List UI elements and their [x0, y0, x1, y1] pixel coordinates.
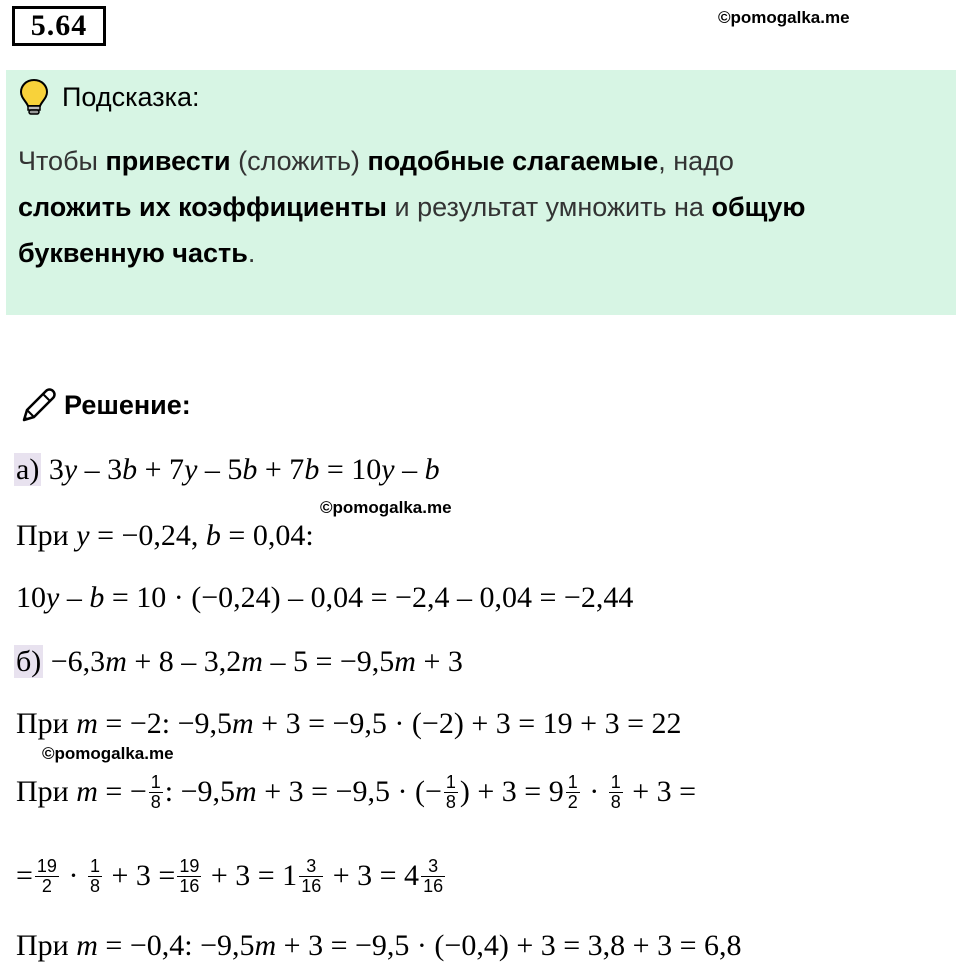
part-a-condition: При y = −0,24, b = 0,04:	[16, 519, 314, 552]
solution-title: Решение:	[64, 390, 191, 420]
fraction-three-sixteenths: $\frac{3}{16}$	[301, 855, 322, 896]
hint-line-1: Чтобы привести (сложить) подобные слагаемые, надо	[18, 146, 734, 176]
pencil-icon	[18, 386, 58, 431]
hint-line-2: сложить их коэффициенты и результат умножить на общую	[18, 192, 806, 222]
part-a-label: а)	[16, 453, 40, 486]
lightbulb-icon	[18, 78, 50, 121]
fraction-three-sixteenths: $\frac{3}{16}$	[423, 855, 444, 896]
watermark-lower: ©pomogalka.me	[42, 744, 174, 763]
part-b-expression: б) −6,3m + 8 – 3,2m – 5 = −9,5m + 3	[16, 645, 463, 678]
hint-title: Подсказка:	[62, 82, 200, 112]
part-b-continuation: = $\frac{19}{2}$ · $\frac{1}{8}$ + 3 = $\frac{19}{16}$ + 3 = 1 $\frac{3}{16}$ + 3 = 4 $\frac{3}{16}$	[16, 855, 444, 896]
part-a-calculation: 10y – b = 10 · (−0,24) – 0,04 = −2,4 – 0,04 = −2,44	[16, 581, 634, 614]
fraction-one-eighth: $\frac{1}{8}$	[610, 771, 621, 812]
part-b-label: б)	[16, 645, 42, 678]
fraction-one-eighth: $\frac{1}{8}$	[150, 771, 161, 812]
task-number: 5.64	[12, 6, 106, 46]
watermark-top: ©pomogalka.me	[718, 8, 850, 27]
fraction-nineteen-halves: $\frac{19}{2}$	[36, 855, 57, 896]
part-b-line-m-minus-2: При m = −2: −9,5m + 3 = −9,5 · (−2) + 3 = 19 + 3 = 22	[16, 707, 682, 740]
part-b-line-m-minus-0-4: При m = −0,4: −9,5m + 3 = −9,5 · (−0,4) + 3 = 3,8 + 3 = 6,8	[16, 929, 742, 962]
fraction-one-eighth: $\frac{1}{8}$	[445, 771, 456, 812]
fraction-nineteen-sixteenths: $\frac{19}{16}$	[179, 855, 200, 896]
fraction-one-half: $\frac{1}{2}$	[567, 771, 578, 812]
part-b-line-m-minus-one-eighth: При m = − $\frac{1}{8}$ : −9,5m + 3 = −9,5 · (− $\frac{1}{8}$ ) + 3 = 9 $\frac{1}{2}$ · $\frac{1}{8}$ + 3 =	[16, 771, 697, 812]
watermark-middle: ©pomogalka.me	[320, 498, 452, 517]
fraction-one-eighth: $\frac{1}{8}$	[89, 855, 100, 896]
hint-line-3: буквенную часть.	[18, 238, 256, 268]
part-a-expression: а) 3y – 3b + 7y – 5b + 7b = 10y – b	[16, 453, 440, 486]
